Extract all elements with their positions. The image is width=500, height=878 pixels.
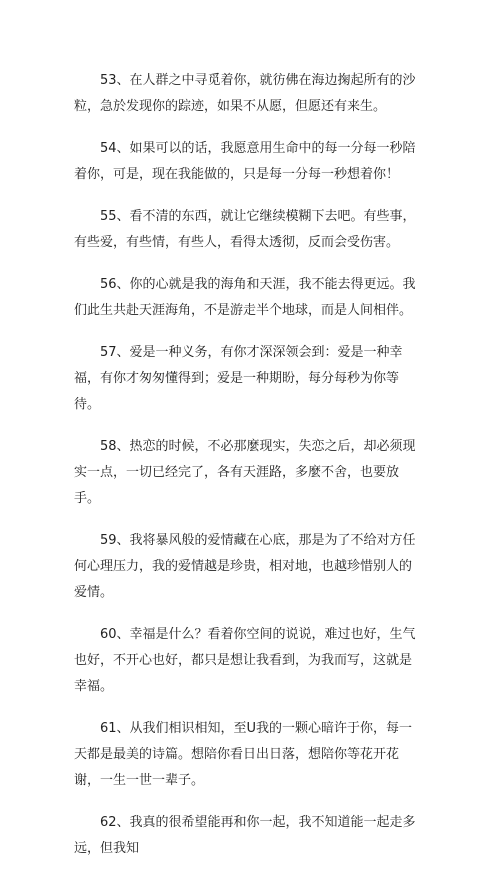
paragraph-58: 58、热恋的时候，不必那麼现实，失恋之后，却必须现实一点，一切已经完了，各有天涯路，多麼不舍，也要放手。 [74,439,416,506]
paragraph-60: 60、幸福是什么？看着你空间的说说，难过也好，生气也好，不开心也好，都只是想让我看到，为我而写，这就是幸福。 [74,627,416,694]
paragraph-61: 61、从我们相识相知，至U我的一颗心暗许于你，每一天都是最美的诗篇。想陪你看日出日落，想陪你等花开花谢，一生一世一辈子。 [74,721,413,788]
paragraph-53: 53、在人群之中寻觅着你，就彷佛在海边掬起所有的沙粒，急於发现你的踪迹，如果不从愿，但愿还有来生。 [74,73,416,114]
paragraph-56: 56、你的心就是我的海角和天涯，我不能去得更远。我们此生共赴天涯海角，不是游走半个地球，而是人间相伴。 [74,277,416,318]
paragraph-62: 62、我真的很希望能再和你一起，我不知道能一起走多远，但我知 [74,815,416,856]
paragraph-55: 55、看不清的东西，就让它继续模糊下去吧。有些事，有些爱，有些情，有些人，看得太透彻，反而会受伤害。 [74,209,416,250]
paragraph-54: 54、如果可以的话，我愿意用生命中的每一分每一秒陪着你，可是，现在我能做的，只是每一分每一秒想着你！ [74,141,416,182]
paragraph-57: 57、爱是一种义务，有你才深深领会到：爱是一种幸福，有你才匆匆懂得到；爱是一种期盼，每分每秒为你等待。 [74,345,403,412]
paragraph-59: 59、我将暴风般的爱情藏在心底，那是为了不给对方任何心理压力，我的爱情越是珍贵，相对地，也越珍惜别人的爱情。 [74,533,416,600]
document-body [74,68,420,878]
